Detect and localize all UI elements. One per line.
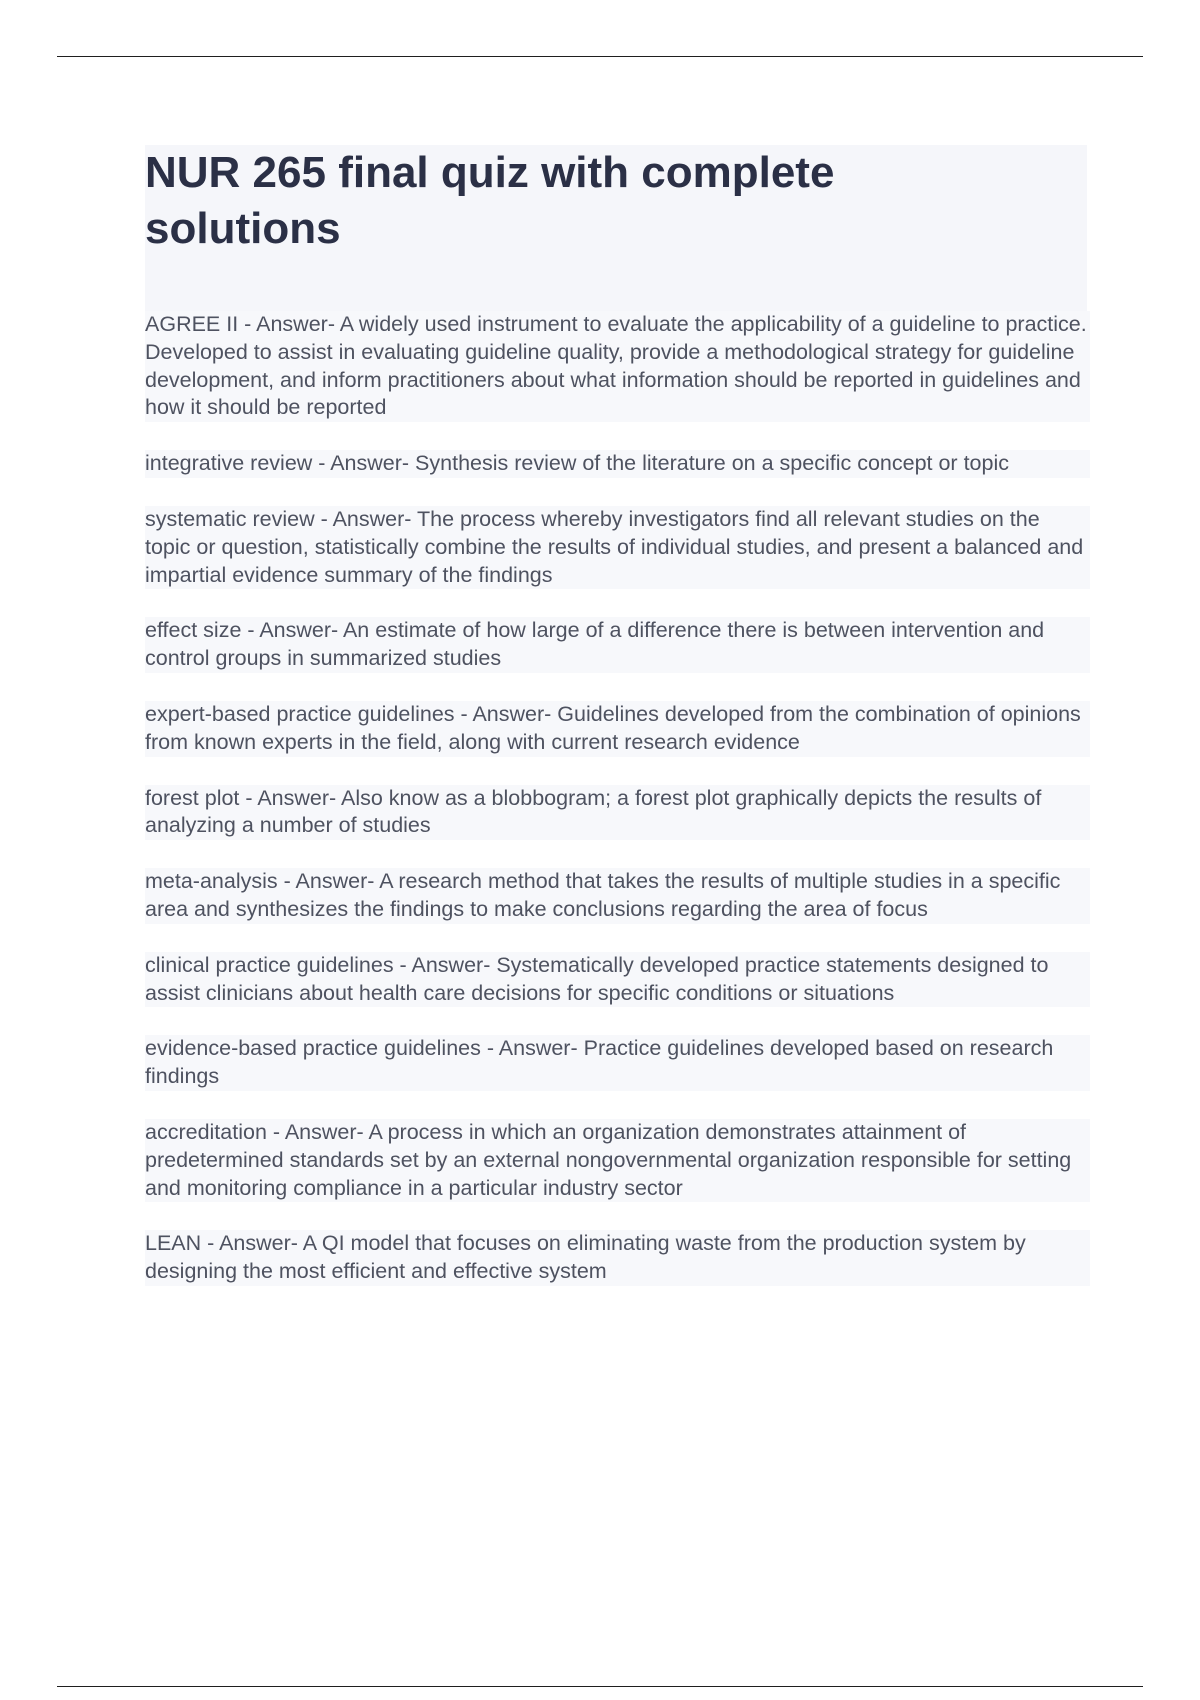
entry-term: clinical practice guidelines (145, 952, 394, 977)
list-item (145, 1035, 1090, 1091)
entry-term: meta-analysis (145, 869, 278, 894)
entry-term: systematic review (145, 506, 315, 531)
entry-definition: Guidelines developed from the combination of opinions from known experts in the field, along with current research evidence (145, 701, 1081, 754)
entry-definition: An estimate of how large of a difference there is between intervention and control groups in summarized studies (145, 618, 1045, 671)
list-item (145, 1119, 1090, 1202)
entry-term: effect size (145, 618, 242, 643)
entry-term: expert-based practice guidelines (145, 701, 455, 726)
entry-definition: Systematically developed practice statements designed to assist clinicians about health care decisions for specific conditions or situations (145, 952, 1049, 1005)
entry-definition: The process whereby investigators find all relevant studies on the topic or question, statistically combine the results of individual studies, and present a balanced and impartial evidence summary of the findings (145, 506, 1084, 587)
page-title: NUR 265 final quiz with complete solutions (145, 148, 835, 253)
list-item (145, 506, 1090, 589)
entry-separator: - Answer- (393, 952, 497, 977)
entry-definition: Synthesis review of the literature on a specific concept or topic (415, 451, 1009, 476)
title-block (145, 145, 1087, 313)
entry-separator: - Answer- (201, 1231, 303, 1256)
list-item (145, 617, 1090, 673)
entry-term: forest plot (145, 785, 240, 810)
entry-definition: A process in which an organization demonstrates attainment of predetermined standards set by an external nongovernmental organization responsible for setting and monitoring compliance in a particular industry sector (145, 1119, 1072, 1200)
entry-separator: - Answer- (238, 312, 340, 336)
list-item (145, 311, 1090, 422)
entry-separator: - Answer- (314, 506, 418, 531)
entry-term: integrative review (145, 451, 313, 476)
entry-definition: Also know as a blobbogram; a forest plot graphically depicts the results of analyzing a number of studies (145, 785, 1042, 838)
entry-separator: - Answer- (277, 869, 380, 894)
entry-term: accreditation (145, 1119, 267, 1144)
entry-separator: - Answer- (312, 451, 416, 476)
entry-definition: A widely used instrument to evaluate the applicability of a guideline to practice. Developed to assist in evaluating guideline quality, provide a methodological strategy for guideline development, and inform practitioners about what information should be reported in guidelines and how it should be reported (145, 312, 1087, 420)
list-item (145, 868, 1090, 924)
entry-term: evidence-based practice guidelines (145, 1036, 481, 1061)
entry-term: AGREE II (145, 312, 239, 336)
entry-separator: - Answer- (239, 785, 341, 810)
list-item (145, 701, 1090, 757)
top-rule (57, 56, 1143, 57)
entry-definition: A research method that takes the results of multiple studies in a specific area and synthesizes the findings to make conclusions regarding the area of focus (145, 869, 1061, 921)
list-item (145, 1230, 1090, 1286)
bottom-rule (57, 1686, 1143, 1687)
entry-list (145, 311, 1090, 1314)
entry-separator: - Answer- (480, 1036, 584, 1061)
entry-definition: A QI model that focuses on eliminating waste from the production system by designing the most efficient and effective system (145, 1231, 1026, 1284)
list-item (145, 785, 1090, 841)
entry-separator: - Answer- (266, 1119, 369, 1144)
list-item (145, 450, 1090, 478)
entry-term: LEAN (145, 1231, 202, 1256)
entry-separator: - Answer- (454, 701, 558, 726)
entry-separator: - Answer- (241, 618, 343, 643)
list-item (145, 952, 1090, 1008)
entry-definition: Practice guidelines developed based on research findings (145, 1036, 1054, 1089)
